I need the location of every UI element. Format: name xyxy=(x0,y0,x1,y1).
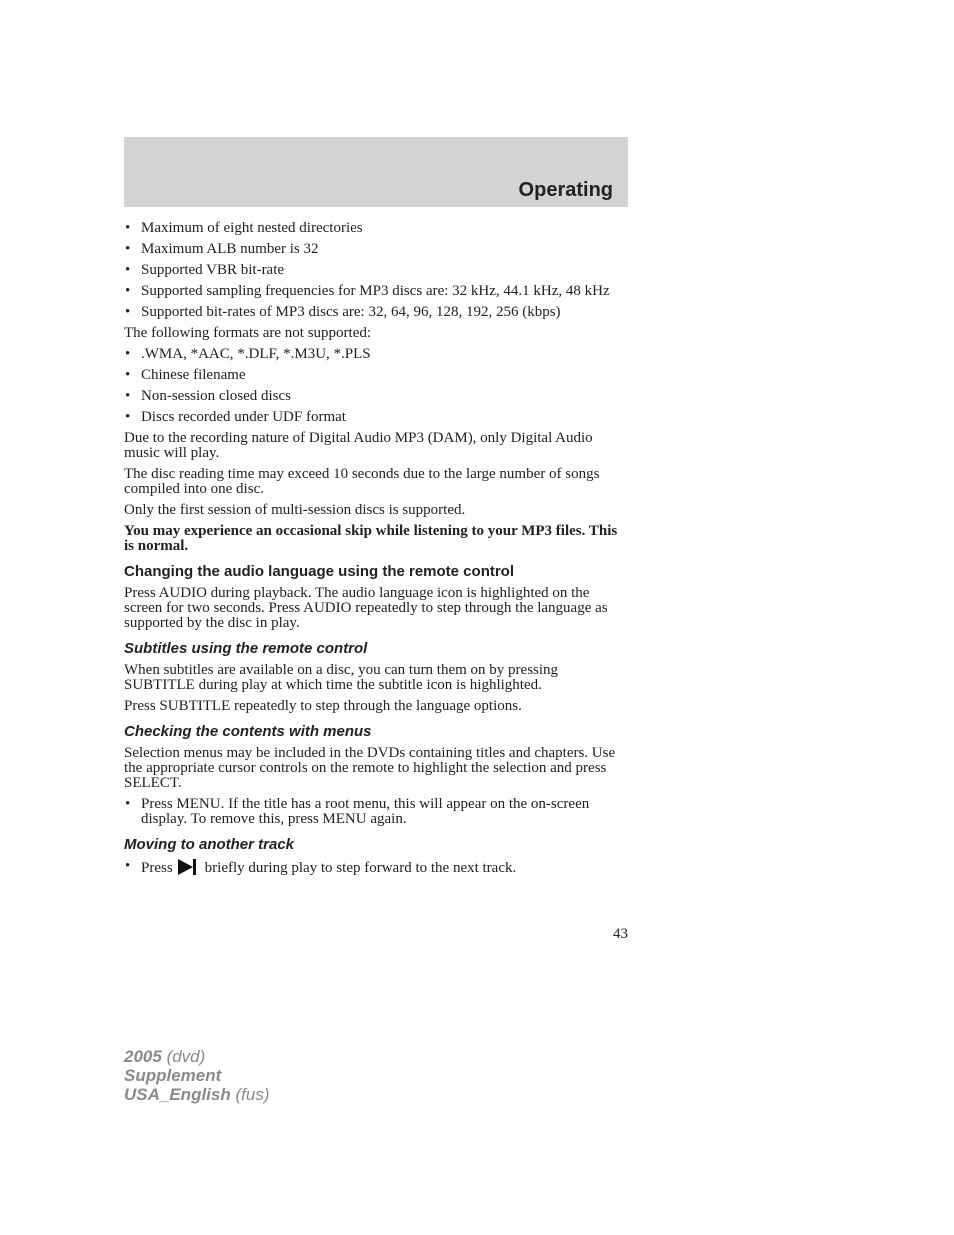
paragraph: Due to the recording nature of Digital Audio MP3 (DAM), only Digital Audio music will play. xyxy=(124,430,593,461)
subtitles-text: Press SUBTITLE repeatedly to step through the language options. xyxy=(124,698,522,714)
supported-list xyxy=(124,221,628,320)
track-heading: Moving to another track xyxy=(124,836,295,853)
list-item: • Maximum of eight nested directories xyxy=(124,221,628,236)
track-text-after: briefly during play to step forward to the next track. xyxy=(204,860,517,876)
track-list xyxy=(124,859,628,879)
next-track-icon xyxy=(177,859,197,879)
subtitles-heading: Subtitles using the remote control xyxy=(124,640,368,657)
list-item: • Maximum ALB number is 32 xyxy=(124,242,628,257)
not-supported-intro: The following formats are not supported: xyxy=(124,325,372,341)
menus-heading: Checking the contents with menus xyxy=(124,723,372,740)
paragraph: Only the first session of multi-session discs is supported. xyxy=(124,502,466,518)
track-text-before: Press xyxy=(141,860,173,876)
menus-list xyxy=(124,797,628,827)
list-item: • .WMA, *AAC, *.DLF, *.M3U, *.PLS xyxy=(124,347,628,362)
subtitles-text: When subtitles are available on a disc, you can turn them on by pressing SUBTITLE during play at which time the subtitle icon is highlighted. xyxy=(124,662,559,693)
list-item: • Supported bit-rates of MP3 discs are: 32, 64, 96, 128, 192, 256 (kbps) xyxy=(124,305,628,320)
footer-market-code: (fus) xyxy=(235,1085,270,1104)
section-title: Operating xyxy=(518,179,613,201)
paragraph: The disc reading time may exceed 10 seconds due to the large number of songs compiled into one disc. xyxy=(124,466,600,497)
footer-year: 2005 xyxy=(124,1047,162,1066)
list-item: • Discs recorded under UDF format xyxy=(124,410,628,425)
list-item: • Supported VBR bit-rate xyxy=(124,263,628,278)
footer-supplement: Supplement xyxy=(124,1066,222,1085)
menus-text: Selection menus may be included in the DVDs containing titles and chapters. Use the appropriate cursor controls on the remote to highlight the selection and press SELECT. xyxy=(124,745,616,791)
list-item: • Press MENU. If the title has a root menu, this will appear on the on-screen display. To remove this, press MENU again. xyxy=(124,797,628,827)
page-content xyxy=(124,221,628,885)
not-supported-list xyxy=(124,347,628,425)
page-number: 43 xyxy=(613,926,628,942)
list-item: • Non-session closed discs xyxy=(124,389,628,404)
footer-market: USA_English xyxy=(124,1085,231,1104)
list-item: • Supported sampling frequencies for MP3 discs are: 32 kHz, 44.1 kHz, 48 kHz xyxy=(124,284,628,299)
warning-note: You may experience an occasional skip while listening to your MP3 files. This is normal. xyxy=(124,523,618,554)
audio-language-heading: Changing the audio language using the remote control xyxy=(124,563,515,580)
footer-edition: (dvd) xyxy=(166,1047,206,1066)
section-header-band xyxy=(124,137,628,207)
list-item xyxy=(124,859,628,879)
list-item: • Chinese filename xyxy=(124,368,628,383)
document-footer xyxy=(124,1047,269,1104)
audio-language-text: Press AUDIO during playback. The audio language icon is highlighted on the screen for two seconds. Press AUDIO repeatedly to step through the language as supported by the disc in play. xyxy=(124,585,608,631)
